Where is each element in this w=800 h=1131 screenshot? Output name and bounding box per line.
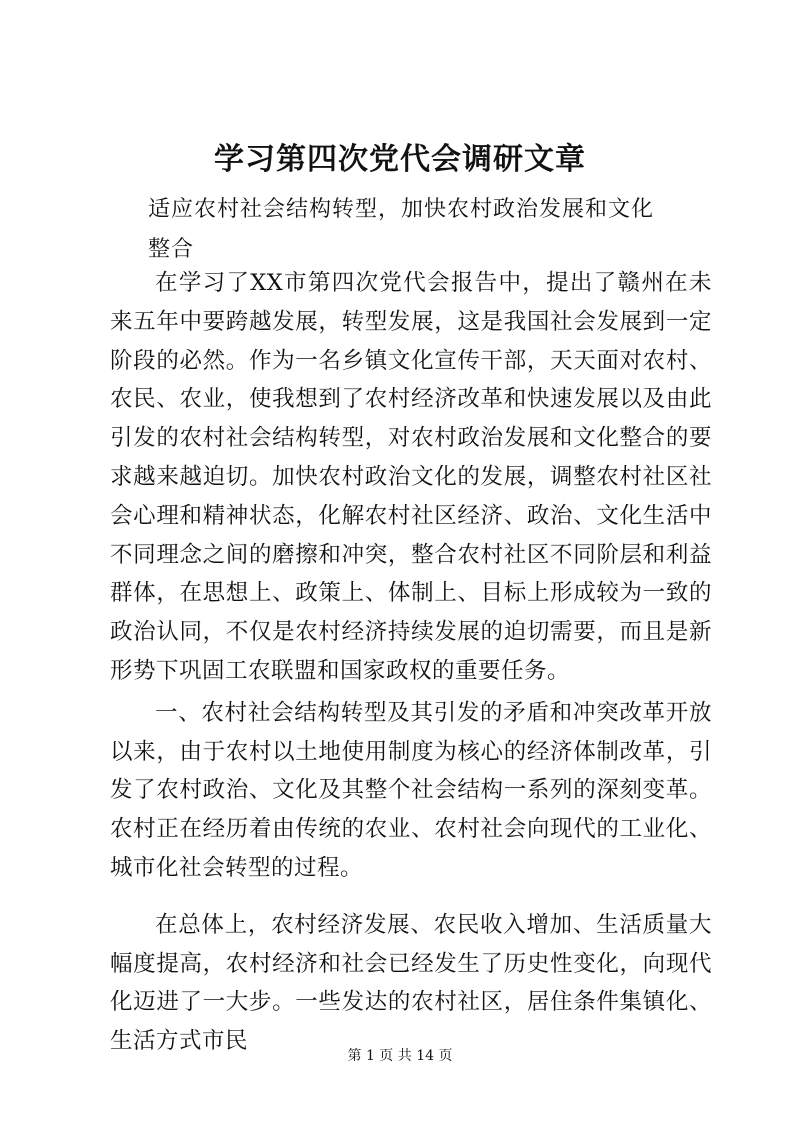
paragraph-intro: 在学习了XX市第四次党代会报告中，提出了赣州在未来五年中要跨越发展，转型发展，这是我国社会发展到一定阶段的必然。作为一名乡镇文化宣传干部，天天面对农村、农民、农业，使我想到了农村经济改革和快速发展以及由此引发的农村社会结构转型，对农村政治发展和文化整合的要求越来越迫切。加快农村政治文化的发展，调整农村社区社会心理和精神状态，化解农村社区经济、政治、文化生活中不同理念之间的磨擦和冲突，整合农村社区不同阶层和利益群体，在思想上、政策上、体制上、目标上形成较为一致的政治认同，不仅是农村经济持续发展的迫切需要，而且是新形势下巩固工农联盟和国家政权的重要任务。 [110,270,712,684]
page-footer: 第 1 页 共 14 页 [347,1048,453,1064]
paragraph-section-one: 一、农村社会结构转型及其引发的矛盾和冲突改革开放以来，由于农村以土地使用制度为核心的经济体制改革，引发了农村政治、文化及其整个社会结构一系列的深刻变革。农村正在经历着由传统的农业、农村社会向现代的工业化、城市化社会转型的过程。 [110,699,712,881]
document-body [110,264,712,1061]
document-title: 学习第四次党代会调研文章 [214,142,586,177]
document-subtitle: 适应农村社会结构转型，加快农村政治发展和文化整合 [148,197,655,262]
paragraph-overall: 在总体上，农村经济发展、农民收入增加、生活质量大幅度提高，农村经济和社会已经发生了历史性变化，向现代化迈进了一大步。一些发达的农村社区，居住条件集镇化、生活方式市民 [110,911,712,1055]
